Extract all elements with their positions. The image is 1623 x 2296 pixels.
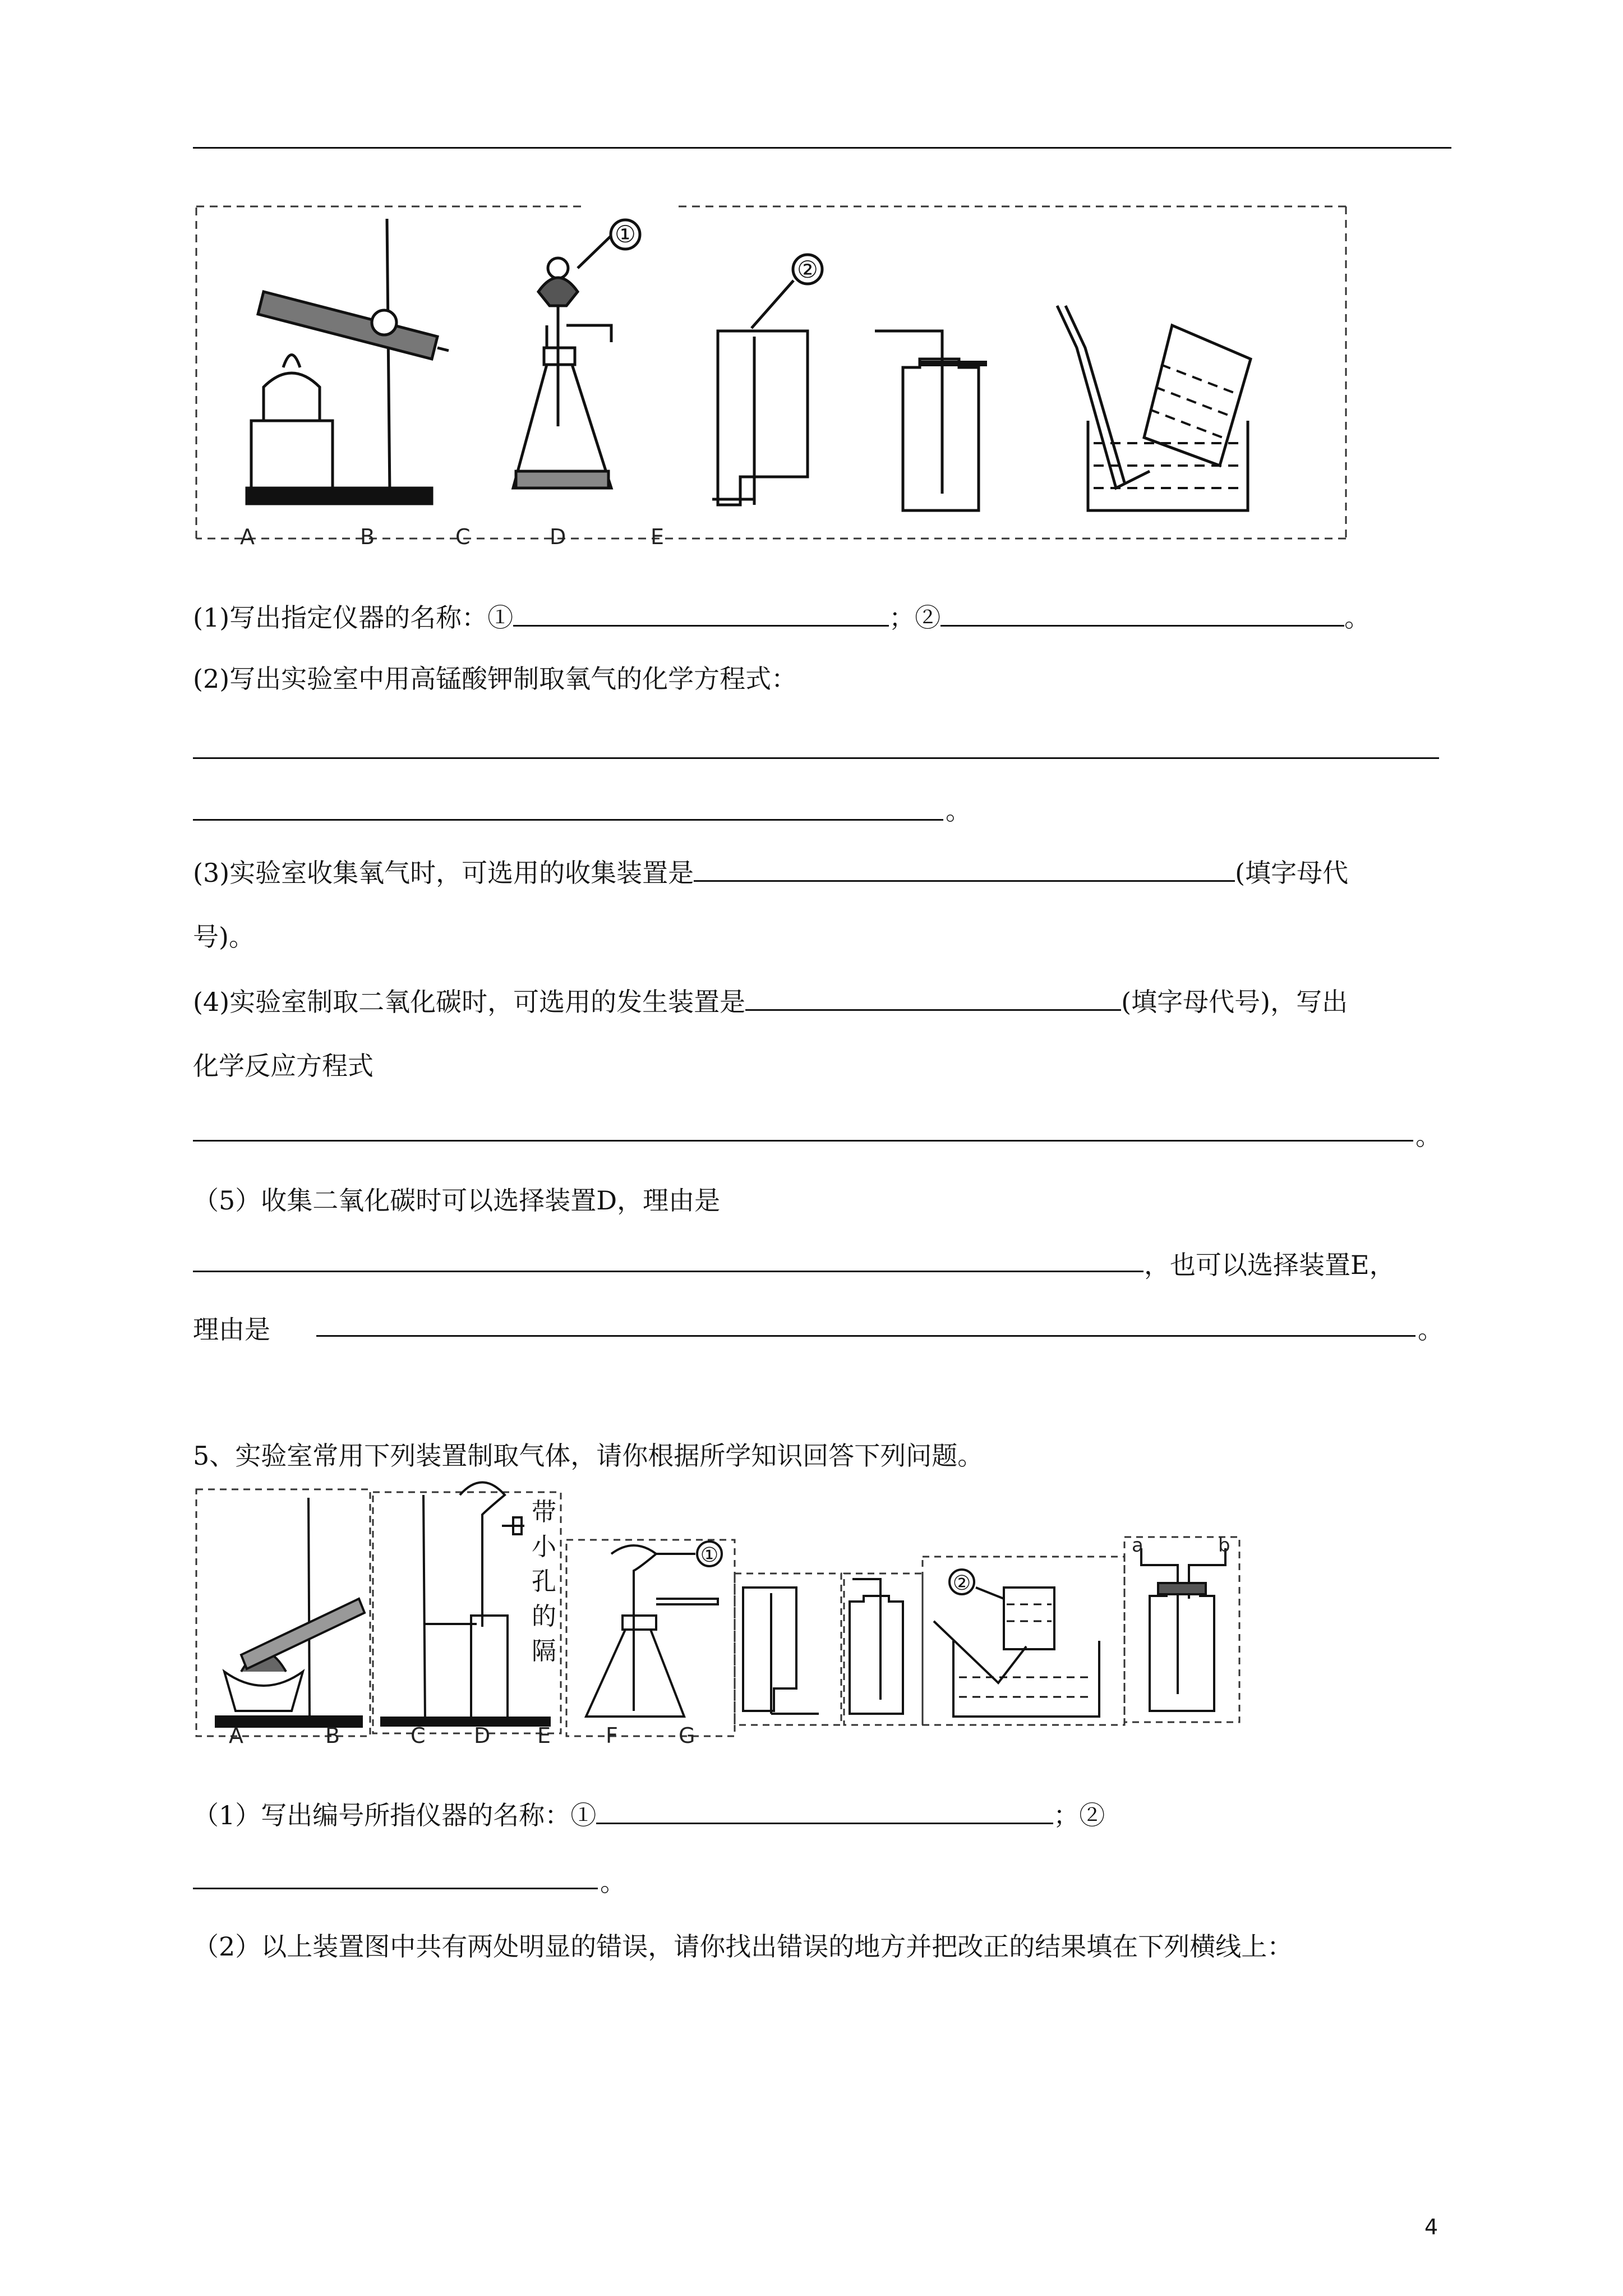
- page-number: 4: [1424, 2215, 1438, 2239]
- q-part4-final: 。: [1415, 1121, 1441, 1151]
- q-part3-text: (3)实验室收集氧气时，可选用的收集装置是: [193, 858, 694, 888]
- figure1-label-e: E: [651, 524, 665, 549]
- question-5-title: 5、实验室常用下列装置制取气体，请你根据所学知识回答下列问题。: [193, 1441, 984, 1471]
- figure2-label-e: E: [537, 1723, 551, 1748]
- q5-part1: [193, 1798, 1105, 1832]
- q5-answer-line-2[interactable]: [193, 1888, 598, 1889]
- q-part4-cont: 化学反应方程式: [193, 1051, 374, 1081]
- figure2-label-f: F: [606, 1723, 618, 1748]
- q5-part1-sep: ；②: [1053, 1800, 1105, 1830]
- q-part4-end: (填字母代号)，写出: [1121, 987, 1348, 1017]
- figure1-label-b: B: [360, 524, 375, 549]
- q5-part1-end: 。: [600, 1867, 626, 1897]
- q-part2-end: 。: [946, 795, 971, 826]
- q-part3-end: (填字母代: [1235, 858, 1349, 888]
- q-part1-end: 。: [1344, 602, 1371, 633]
- figure2-label-d: D: [474, 1723, 491, 1748]
- partition-label: 带小孔的隔: [532, 1498, 556, 1665]
- figure2-label-a: A: [229, 1723, 243, 1748]
- q-part4-text: (4)实验室制取二氧化碳时，可选用的发生装置是: [193, 987, 746, 1017]
- q-part5-reason: 理由是: [193, 1314, 270, 1345]
- q-part3-cont: 号)。: [193, 922, 255, 952]
- figure1-label-d: D: [550, 524, 566, 549]
- callout-1: ①: [615, 220, 636, 248]
- figure1-label-c: C: [455, 524, 471, 549]
- q5-part2: （2）以上装置图中共有两处明显的错误，请你找出错误的地方并把改正的结果填在下列横线上：: [193, 1931, 1293, 1962]
- figure2-label-b: B: [325, 1723, 340, 1748]
- callout-2: ②: [797, 256, 818, 283]
- tube-label-b: b: [1218, 1534, 1230, 1557]
- q-part2: (2)写出实验室中用高锰酸钾制取氧气的化学方程式：: [193, 664, 797, 694]
- q-part5-final: 。: [1418, 1314, 1444, 1345]
- figure1-label-a: A: [240, 524, 255, 549]
- q5-part1-prefix: （1）写出编号所指仪器的名称：①: [193, 1800, 597, 1830]
- tube-label-a: a: [1132, 1534, 1144, 1557]
- figure2-label-c: C: [411, 1723, 426, 1748]
- q-part5-mid: ，也可以选择装置E，: [1144, 1250, 1395, 1280]
- q-part1-sep: ；②: [889, 602, 941, 633]
- q-part1-prefix: (1)写出指定仪器的名称：①: [193, 602, 514, 633]
- figure2-label-g: G: [679, 1723, 695, 1748]
- q-part5: （5）收集二氧化碳时可以选择装置D，理由是: [193, 1185, 721, 1216]
- q5-answer-blank-1[interactable]: [596, 1798, 1053, 1824]
- figure2-callout-1: ①: [700, 1544, 719, 1567]
- figure2-callout-2: ②: [952, 1572, 971, 1595]
